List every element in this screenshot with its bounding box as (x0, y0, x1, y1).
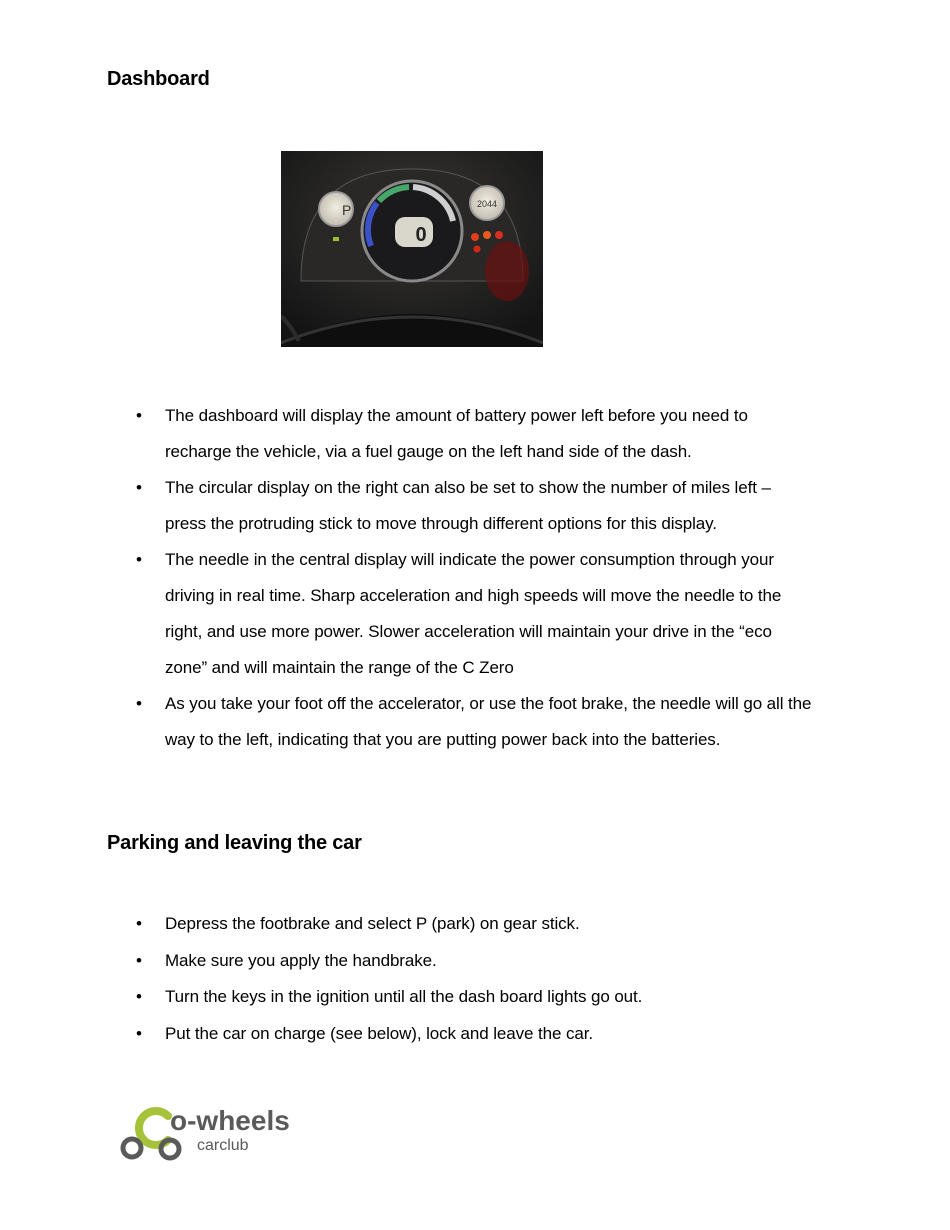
list-item: • Put the car on charge (see below), lock and leave the car. (136, 1016, 816, 1053)
logo-subtitle: carclub (197, 1137, 249, 1154)
list-item: • Depress the footbrake and select P (park) on gear stick. (136, 906, 816, 943)
left-gauge-text: P (342, 202, 352, 218)
list-item: • The needle in the central display will indicate the power consumption through your driving in real time. Sharp acceleration and high speeds will move the needle to the right, and use more power. Slower acceleration will maintain your drive in the “eco zone” and will maintain the range of the C Zero (136, 542, 816, 686)
list-item: • The circular display on the right can also be set to show the number of miles left – press the protruding stick to move through different options for this display. (136, 470, 816, 542)
dashboard-bullet-list (136, 398, 816, 758)
list-item: • Turn the keys in the ignition until all the dash board lights go out. (136, 979, 816, 1016)
co-wheels-logo (118, 1098, 308, 1164)
dashboard-illustration (281, 151, 543, 347)
logo-brand: o-wheels (170, 1105, 290, 1136)
right-gauge-text: 2044 (476, 199, 498, 209)
dashboard-heading: Dashboard (107, 68, 210, 90)
list-item: • Make sure you apply the handbrake. (136, 943, 816, 980)
center-readout: 0 (415, 224, 427, 246)
list-item: • The dashboard will display the amount of battery power left before you need to recharge the vehicle, via a fuel gauge on the left hand side of the dash. (136, 398, 816, 470)
list-item: • As you take your foot off the accelerator, or use the foot brake, the needle will go all the way to the left, indicating that you are putting power back into the batteries. (136, 686, 816, 758)
dashboard-photo (281, 151, 543, 347)
parking-bullet-list (136, 906, 816, 1053)
parking-heading: Parking and leaving the car (107, 832, 362, 854)
